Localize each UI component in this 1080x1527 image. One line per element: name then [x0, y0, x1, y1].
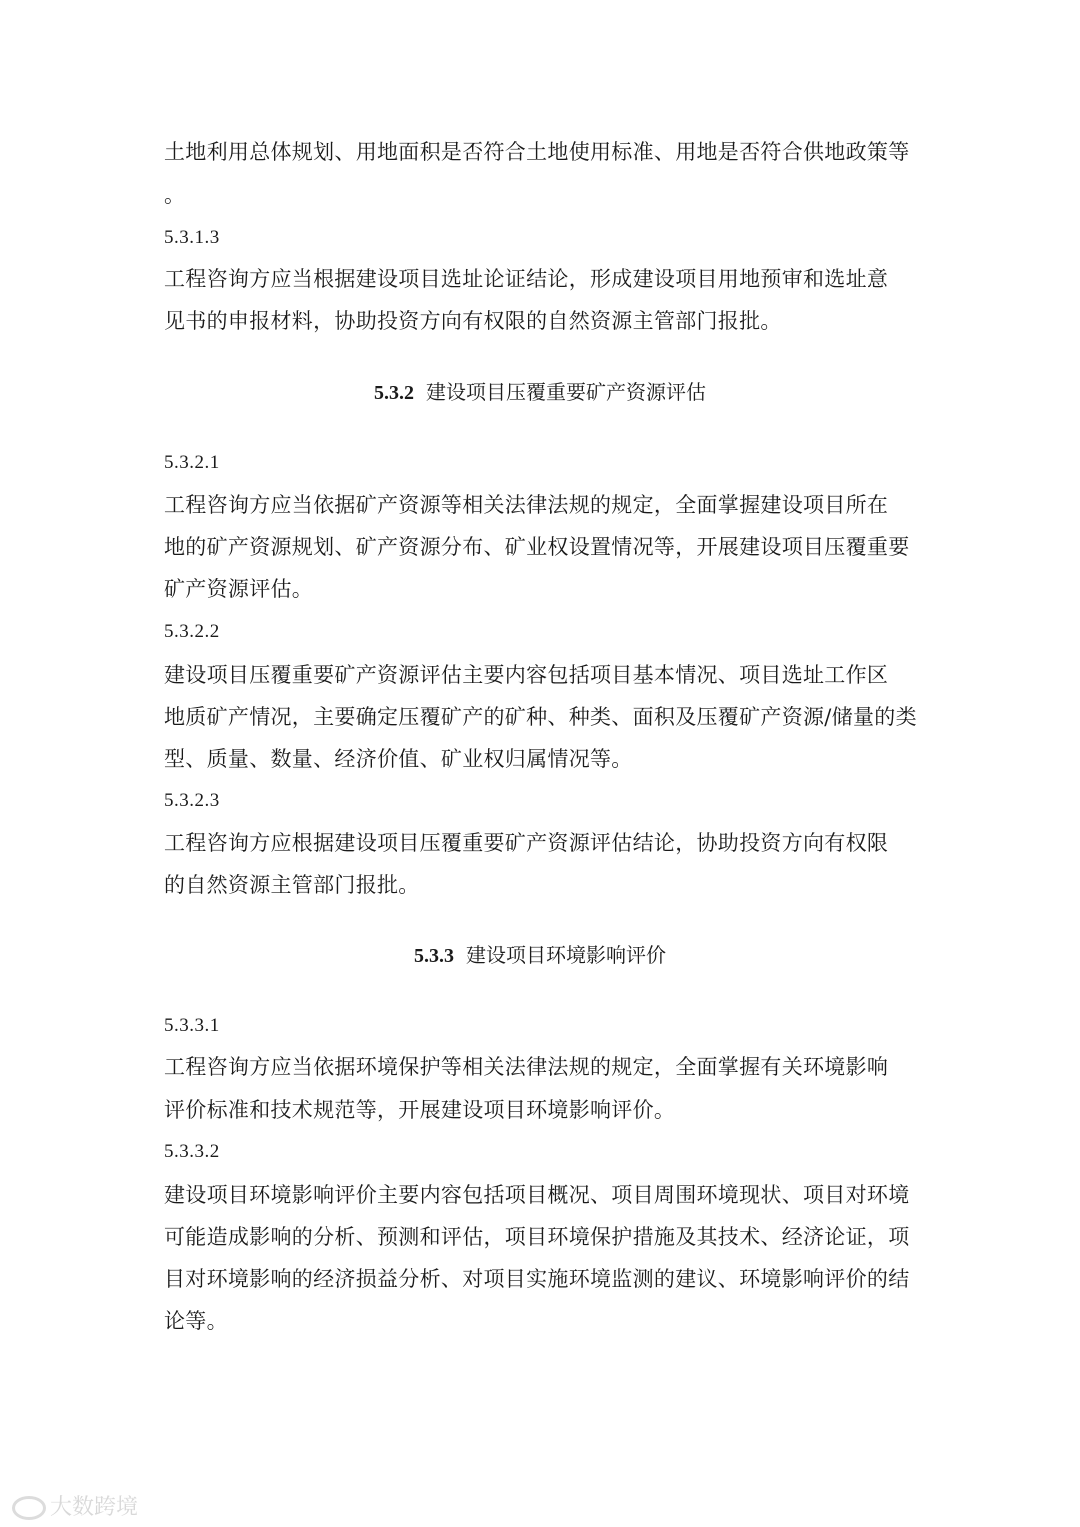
- paragraph-line: 见书的申报材料，协助投资方向有权限的自然资源主管部门报批。: [164, 309, 782, 333]
- paragraph-line: 建设项目压覆重要矿产资源评估主要内容包括项目基本情况、项目选址工作区: [164, 663, 889, 687]
- paragraph-line: 的自然资源主管部门报批。: [164, 873, 420, 897]
- section-title: 建设项目环境影响评价: [466, 943, 666, 967]
- watermark: [12, 1490, 138, 1521]
- section-number: 5.3.2: [374, 382, 414, 404]
- clause-number: 5.3.2.3: [164, 790, 220, 811]
- paragraph-line: 工程咨询方应当依据环境保护等相关法律法规的规定，全面掌握有关环境影响: [164, 1055, 889, 1079]
- watermark-text: 大数跨境: [50, 1495, 139, 1520]
- paragraph-line: 评价标准和技术规范等，开展建设项目环境影响评价。: [164, 1098, 676, 1122]
- section-heading: [0, 377, 1080, 408]
- paragraph-line: 地的矿产资源规划、矿产资源分布、矿业权设置情况等，开展建设项目压覆重要: [164, 535, 910, 559]
- paragraph-line: 论等。: [164, 1309, 228, 1333]
- clause-number: 5.3.2.1: [164, 452, 220, 473]
- paragraph-line: 工程咨询方应当根据建设项目选址论证结论，形成建设项目用地预审和选址意: [164, 267, 889, 291]
- paragraph-line: 目对环境影响的经济损益分析、对项目实施环境监测的建议、环境影响评价的结: [164, 1267, 910, 1291]
- paragraph-line: 地质矿产情况，主要确定压覆矿产的矿种、种类、面积及压覆矿产资源/储量的类: [164, 705, 917, 729]
- clause-number: 5.3.1.3: [164, 227, 220, 248]
- logo-icon: [12, 1496, 46, 1520]
- paragraph-line: 。: [164, 183, 186, 207]
- paragraph-line: 工程咨询方应当依据矿产资源等相关法律法规的规定，全面掌握建设项目所在: [164, 493, 889, 517]
- paragraph-line: 土地利用总体规划、用地面积是否符合土地使用标准、用地是否符合供地政策等: [164, 140, 910, 164]
- section-title: 建设项目压覆重要矿产资源评估: [426, 380, 706, 404]
- section-heading: [0, 940, 1080, 971]
- paragraph-line: 矿产资源评估。: [164, 577, 314, 601]
- paragraph-line: 型、质量、数量、经济价值、矿业权归属情况等。: [164, 747, 633, 771]
- paragraph-line: 工程咨询方应根据建设项目压覆重要矿产资源评估结论，协助投资方向有权限: [164, 831, 889, 855]
- paragraph-line: 可能造成影响的分析、预测和评估，项目环境保护措施及其技术、经济论证，项: [164, 1225, 910, 1249]
- section-number: 5.3.3: [414, 945, 454, 967]
- paragraph-line: 建设项目环境影响评价主要内容包括项目概况、项目周围环境现状、项目对环境: [164, 1183, 910, 1207]
- clause-number: 5.3.2.2: [164, 621, 220, 642]
- clause-number: 5.3.3.2: [164, 1141, 220, 1162]
- clause-number: 5.3.3.1: [164, 1015, 220, 1036]
